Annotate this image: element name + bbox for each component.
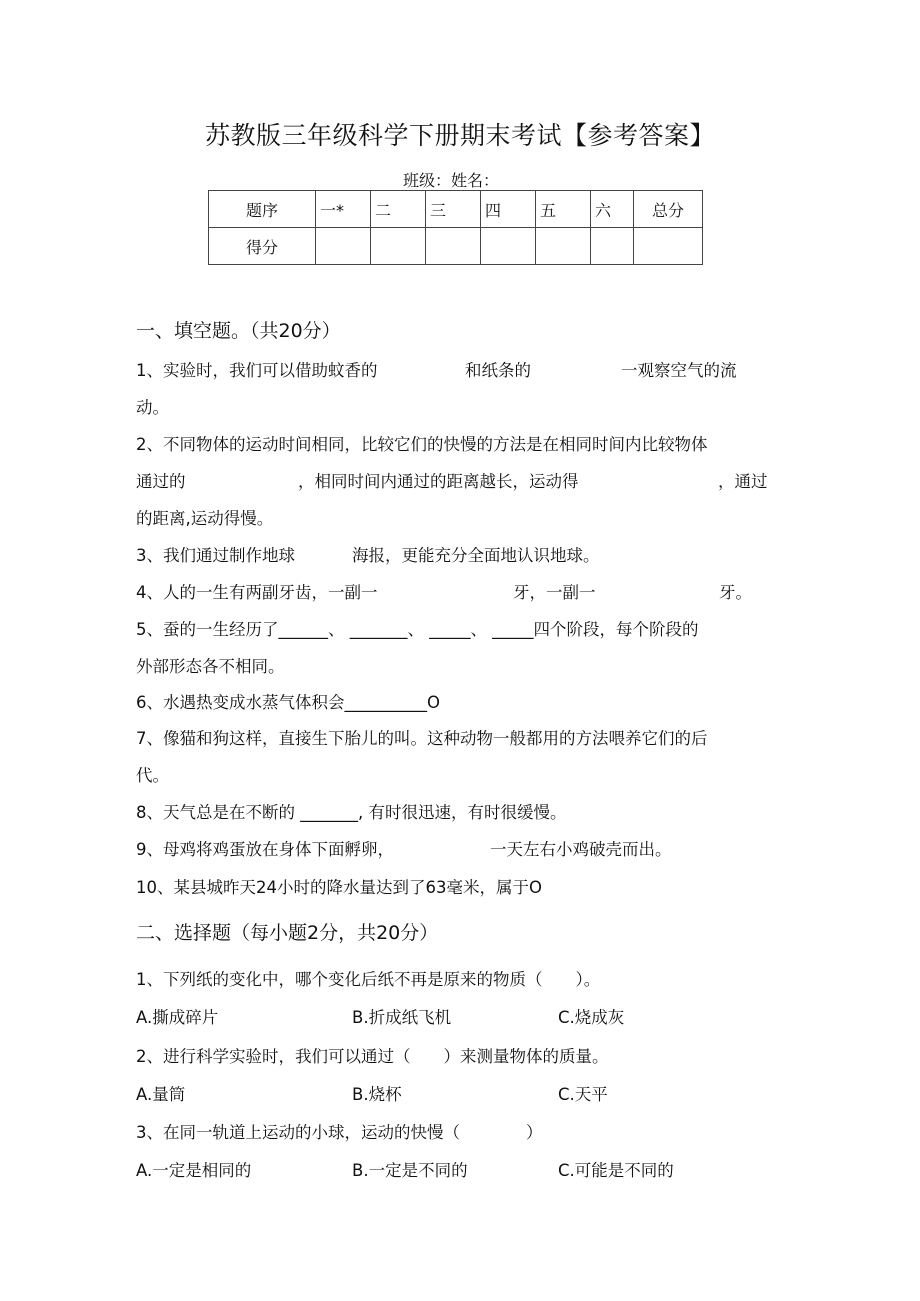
fill-question-2: 2、不同物体的运动时间相同，比较它们的快慢的方法是在相同时间内比较物体: [136, 435, 708, 454]
choice-question-1-option-a: A.撕成碎片: [136, 1008, 219, 1027]
choice-question-3-stem: 3、在同一轨道上运动的小球，运动的快慢（ ）: [136, 1123, 543, 1142]
section1-heading: 一、填空题。（共20分）: [136, 320, 341, 342]
fill-question-4-part: 牙，一副一: [513, 583, 596, 602]
fill-question-4: 4、人的一生有两副牙齿，一副一: [136, 583, 378, 602]
choice-question-2-option-b: B.烧杯: [352, 1085, 402, 1104]
score-cell: [316, 228, 371, 265]
score-cell: [481, 228, 536, 265]
score-cell: [634, 228, 703, 265]
score-table-row-label: 得分: [209, 228, 316, 265]
choice-question-2-stem: 2、进行科学实验时，我们可以通过（ ）来测量物体的质量。: [136, 1047, 609, 1066]
score-cell: [426, 228, 481, 265]
fill-question-1: 1、实验时，我们可以借助蚊香的: [136, 361, 378, 380]
fill-question-2-cont: 的距离,运动得慢。: [136, 509, 274, 528]
score-table-header-cell: 三: [426, 191, 481, 228]
fill-question-2-cont: 通过的: [136, 472, 186, 491]
fill-question-9: 9、母鸡将鸡蛋放在身体下面孵卵，: [136, 840, 394, 859]
score-table-header-cell: 四: [481, 191, 536, 228]
section2-heading: 二、选择题（每小题2分，共20分）: [136, 922, 439, 944]
choice-question-3-option-b: B.一定是不同的: [352, 1161, 468, 1180]
score-table-header-cell: 题序: [209, 191, 316, 228]
score-table-header-cell: 二: [371, 191, 426, 228]
score-cell: [536, 228, 591, 265]
score-table-header-cell: 一*: [316, 191, 371, 228]
fill-question-7: 7、像猫和狗这样，直接生下胎儿的叫。这种动物一般都用的方法喂养它们的后: [136, 729, 708, 748]
fill-question-5-cont: 外部形态各不相同。: [136, 657, 285, 676]
fill-question-3: 3、我们通过制作地球: [136, 546, 295, 565]
score-table-header-row: [209, 191, 703, 228]
fill-question-1-part: 和纸条的: [465, 361, 531, 380]
choice-question-3-option-c: C.可能是不同的: [558, 1161, 674, 1180]
fill-question-8: 8、天气总是在不断的 _______, 有时很迅速，有时很缓慢。: [136, 803, 567, 822]
document-title: 苏教版三年级科学下册期末考试【参考答案】: [204, 121, 715, 150]
fill-question-1-cont: 动。: [136, 398, 169, 417]
choice-question-1-option-b: B.折成纸飞机: [352, 1008, 452, 1027]
score-table-score-row: [209, 228, 703, 265]
fill-question-10: 10、某县城昨天24小时的降水量达到了63毫米，属于O: [136, 878, 542, 897]
score-table-header-cell: 六: [591, 191, 634, 228]
fill-question-9-part: 一天左右小鸡破壳而出。: [490, 840, 672, 859]
fill-question-6: 6、水遇热变成水蒸气体积会__________O: [136, 693, 440, 712]
fill-question-5: 5、蚕的一生经历了______、 _______、 _____、 _____四个阶段，每个阶段的: [136, 620, 699, 639]
score-cell: [591, 228, 634, 265]
score-table-header-cell: 五: [536, 191, 591, 228]
choice-question-3-option-a: A.一定是相同的: [136, 1161, 252, 1180]
score-table-header-cell: 总分: [634, 191, 703, 228]
choice-question-1-stem: 1、下列纸的变化中，哪个变化后纸不再是原来的物质（ ）。: [136, 970, 601, 989]
choice-question-2-option-c: C.天平: [558, 1085, 608, 1104]
choice-question-1-option-c: C.烧成灰: [558, 1008, 625, 1027]
fill-question-7-cont: 代。: [136, 766, 169, 785]
score-table: [208, 190, 703, 265]
fill-question-4-part: 牙。: [719, 583, 752, 602]
fill-question-2-part: ，通过: [718, 472, 768, 491]
fill-question-2-part: ，相同时间内通过的距离越长，运动得: [298, 472, 579, 491]
fill-question-3-part: 海报，更能充分全面地认识地球。: [352, 546, 600, 565]
class-name-line: 班级：姓名：: [403, 171, 500, 190]
score-cell: [371, 228, 426, 265]
fill-question-1-part: 一观察空气的流: [621, 361, 737, 380]
choice-question-2-option-a: A.量筒: [136, 1085, 186, 1104]
